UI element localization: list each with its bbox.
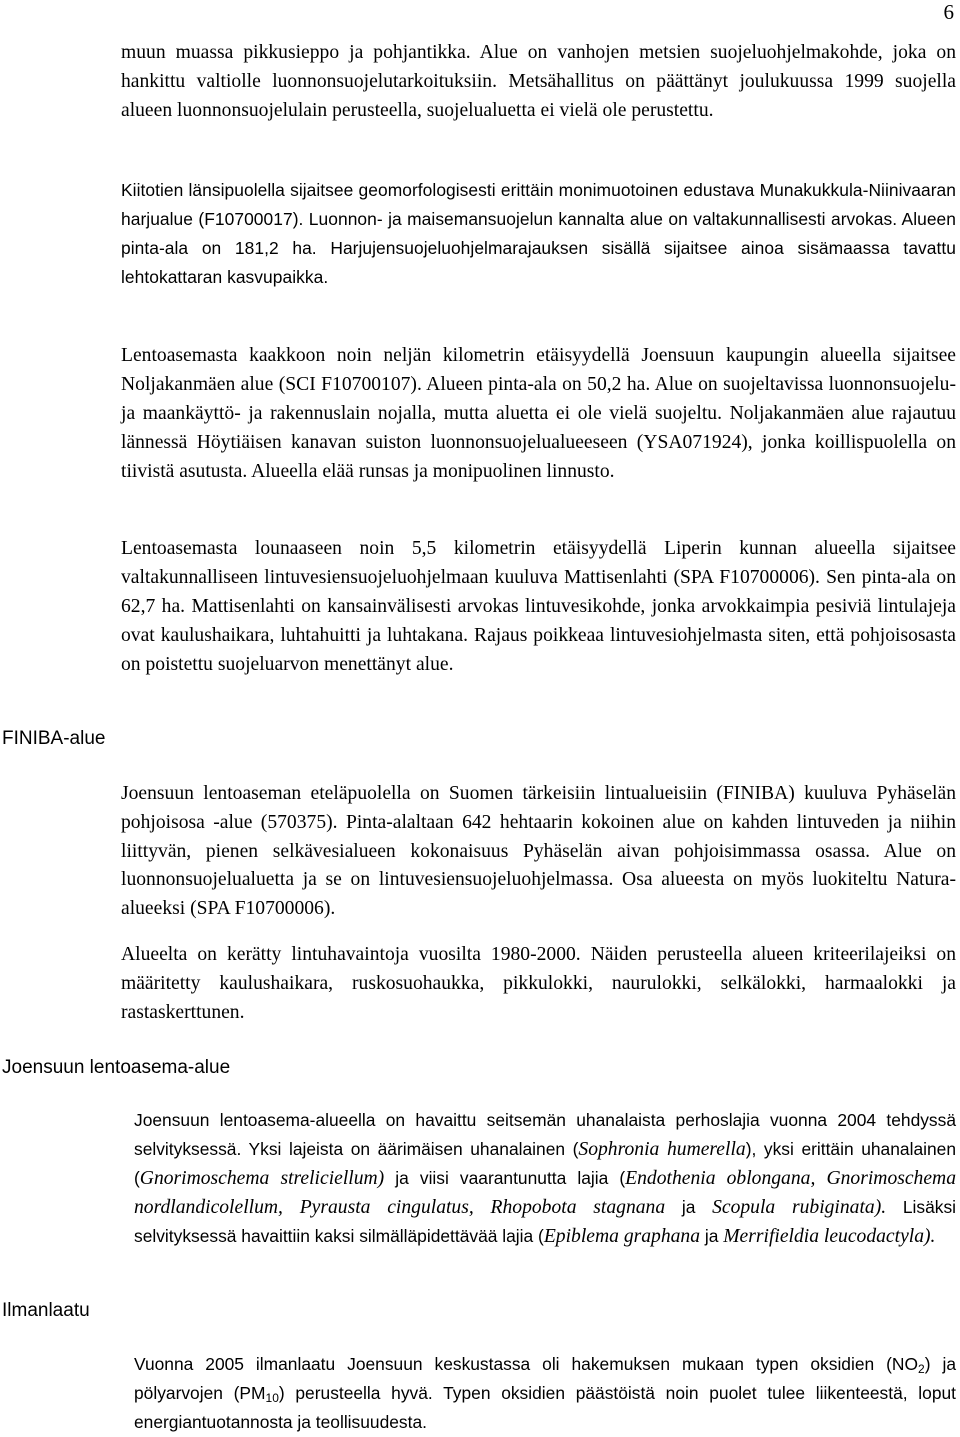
paragraph-protected-forest: muun muassa pikkusieppo ja pohjantikka. Alue on vanhojen metsien suojeluohjelmakohde, joka on hankittu valtiolle luonnonsuojelutarkoituksiin. Metsähallitus on päättänyt joulukuussa 1999 suojella alueen luonnonsuojelulain perusteella, suojelualuetta ei vielä ole perustettu.: [121, 42, 956, 122]
air-quality-text-1: Vuonna 2005 ilmanlaatu Joensuun keskustassa oli hakemuksen mukaan typen oksidien (NO: [134, 1354, 919, 1374]
butterflies-text-2: ), yksi erittäin uhanalainen (: [134, 1139, 956, 1188]
side-label-finiba: FINIBA-alue: [2, 728, 106, 749]
species-epiblema: Epiblema graphana: [543, 1226, 701, 1247]
butterflies-text-3: ja viisi vaarantunutta lajia (: [384, 1168, 626, 1188]
paragraph-air-quality: [134, 1350, 956, 1437]
paragraph-mattisenlahti: Lentoasemasta lounaaseen noin 5,5 kilometrin etäisyydellä Liperin kunnan alueella sijaitsee valtakunnalliseen lintuvesiensuojeluohjelmaan kuuluva Mattisenlahti (SPA F10700006). Sen pinta-ala on 62,7 ha. Mattisenlahti on kansainvälisesti arvokas lintuvesikohde, jonka arvokkaimpia pesiviä lintulajeja ovat kaulushaikara, luhtahuitti ja luhtakana. Rajaus poikkeaa lintuvesiohjelmasta siten, että pohjoisosasta on poistettu suojeluarvon menettänyt alue.: [121, 538, 956, 676]
butterflies-text-6: ja: [700, 1226, 724, 1246]
page-number: 6: [943, 0, 954, 24]
paragraph-esker-area: Kiitotien länsipuolella sijaitsee geomorfologisesti erittäin monimuotoinen edustava Munakukkula-Niinivaaran harjualue (F10700017). Luonnon- ja maisemansuojelun kannalta alue on valtakunnallisesti arvokas. Alueen pinta-ala on 181,2 ha. Harjujensuojeluohjelmarajauksen sisällä sijaitsee ainoa sisämaassa tavattu lehtokattaran kasvupaikka.: [121, 180, 956, 287]
species-sophronia: Sophronia humerella: [578, 1139, 746, 1160]
paragraph-noljakanmaki: Lentoasemasta kaakkoon noin neljän kilometrin etäisyydellä Joensuun kaupungin alueella sijaitsee Noljakanmäen alue (SCI F10700107). Alueen pinta-ala on 50,2 ha. Alue on suojeltavissa luonnonsuojelu- ja maankäyttö- ja rakennuslain nojalla, mutta aluetta ei ole vielä suojeltu. Noljakanmäen alue rajautuu lännessä Höytiäisen kanavan suiston luonnonsuojelualueeseen (YSA071924), jonka koillispuolella on tiivistä asutusta. Alueella elää runsas ja monipuolinen linnusto.: [121, 345, 956, 483]
subscript-pm10: 10: [265, 1391, 279, 1405]
butterflies-text-4: ja: [665, 1197, 713, 1217]
species-gnorimoschema-strel: Gnorimoschema streliciellum): [139, 1168, 385, 1189]
air-quality-text-3: ) perusteella hyvä. Typen oksidien päästöistä noin puolet tulee liikenteestä, loput energiantuotannosta ja teollisuudesta.: [134, 1383, 956, 1432]
side-label-airport-area: Joensuun lentoasema-alue: [2, 1057, 231, 1078]
butterflies-text-5: Lisäksi selvityksessä havaittiin kaksi silmälläpidettävää lajia (: [134, 1197, 956, 1246]
species-scopula: Scopula rubiginata).: [712, 1197, 887, 1218]
air-quality-text-2: ) ja pölyarvojen (PM: [134, 1354, 956, 1403]
species-vulnerable-list: Endothenia oblongana, Gnorimoschema nordlandicolellum, Pyrausta cingulatus, Rhopobota stagnana: [134, 1168, 956, 1218]
butterflies-text-1: Joensuun lentoasema-alueella on havaittu seitsemän uhanalaista perhoslajia vuonna 2004 tehdyssä selvityksessä. Yksi lajeista on äärimäisen uhanalainen (: [134, 1110, 956, 1159]
paragraph-butterflies: [134, 1106, 956, 1251]
paragraph-finiba-area: Joensuun lentoaseman eteläpuolella on Suomen tärkeisiin lintualueisiin (FINIBA) kuuluva Pyhäselän pohjoisosa -alue (570375). Pinta-alaltaan 642 hehtaarin kokoinen alue on kahden lintuveden ja niihin liittyvän, pienen selkävesialueen kokonaisuus Pyhäselän aivan pohjoisimmassa osassa. Alue on luonnonsuojelualuetta ja se on lintuvesiensuojeluohjelmassa. Osa alueesta on myös luokiteltu Natura-alueeksi (SPA F10700006).: [121, 783, 956, 920]
species-merrifieldia: Merrifieldia leucodactyla).: [723, 1226, 936, 1247]
subscript-no2: 2: [918, 1362, 925, 1376]
side-label-air-quality: Ilmanlaatu: [2, 1300, 90, 1321]
paragraph-bird-observations: Alueelta on kerätty lintuhavaintoja vuosilta 1980-2000. Näiden perusteella alueen kriteerilajeiksi on määritetty kaulushaikara, ruskosuohaukka, pikkulokki, naurulokki, selkälokki, harmaalokki ja rastaskerttunen.: [121, 944, 956, 1023]
